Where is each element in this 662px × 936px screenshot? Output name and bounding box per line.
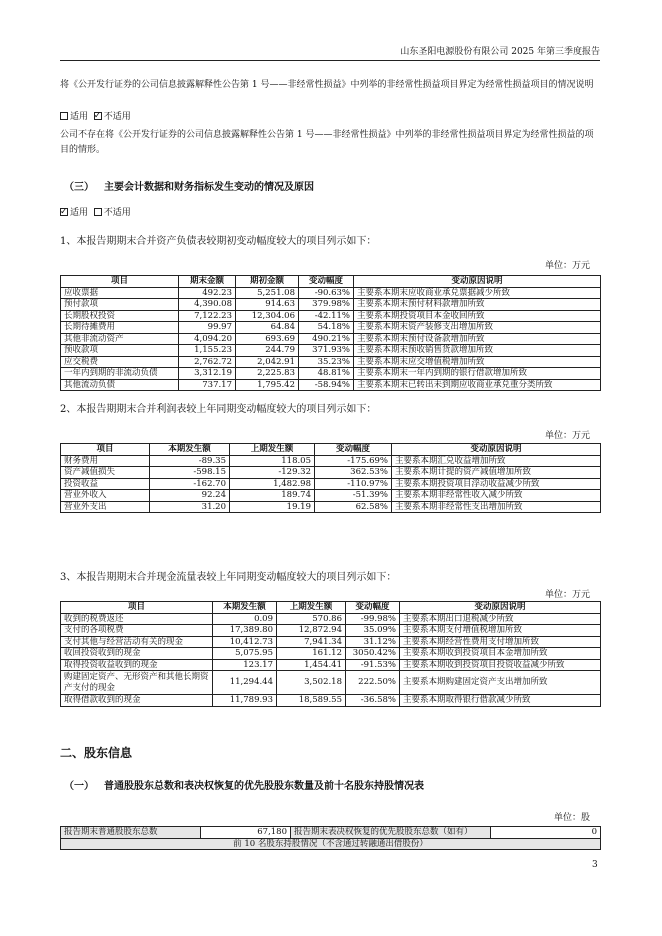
checkbox-checked-icon [94,112,102,120]
row-label: 收回投资收到的现金 [61,648,213,660]
section-number: （三） [64,182,94,193]
value-cell: 3,502.18 [277,671,346,695]
reason-cell: 主要系本期非经常性支出增加所致 [392,501,601,513]
value-cell: 12,304.06 [236,310,299,322]
row-label: 一年内到期的非流动负债 [61,368,179,380]
reason-cell: 主要系本期投资项目浮动收益减少所致 [392,478,601,490]
row-label: 营业外支出 [61,501,150,513]
section-title: 主要会计数据和财务指标发生变动的情况及原因 [104,182,314,193]
label-common-holders: 报告期末普通股股东总数 [61,827,201,839]
value-cell: 11,294.44 [213,671,277,695]
col-header: 本期发生额 [150,444,230,456]
balance-unit: 单位：万元 [544,261,590,271]
table-row [61,287,601,299]
balance-table [60,275,601,391]
table-row [61,379,601,391]
header-divider [60,60,600,61]
col-header: 变动原因说明 [392,444,601,456]
value-cell: 4,390.08 [179,299,236,311]
shareholders-table [60,826,601,850]
reason-cell: 主要系本期末预付设备款增加所致 [354,333,601,345]
value-cell: 3,312.19 [179,368,236,380]
value-cell: 371.93% [299,345,354,357]
reason-cell: 主要系本期末资产装修支出增加所致 [354,322,601,334]
table-row [61,333,601,345]
section-heading-3 [64,178,314,193]
value-cell: 19.19 [230,501,315,513]
col-header: 期初金额 [236,276,299,288]
col-header: 项目 [61,276,179,288]
reason-cell: 主要系本期收到投资项目投资收益减少所致 [400,659,601,671]
value-cell: 914.63 [236,299,299,311]
value-cell: 7,122.23 [179,310,236,322]
table-row [61,322,601,334]
table-row [61,490,601,502]
row-label: 收到的税费返还 [61,613,213,625]
value-cell: 2,762.72 [179,356,236,368]
value-cell: -89.35 [150,455,230,467]
intro-paragraph-1: 将《公开发行证券的公司信息披露解释性公告第 1 号——非经常性损益》中列举的非经常性损益项目界定为经常性损益项目的情况说明 [60,80,594,90]
reason-cell: 主要系本期末预付材料款增加所致 [354,299,601,311]
value-cell: 362.53% [315,467,392,479]
col-header: 项目 [61,602,213,614]
value-cell: -90.63% [299,287,354,299]
row-label: 取得借款收到的现金 [61,695,213,707]
row-label: 预付款项 [61,299,179,311]
value-cell: 2,042.91 [236,356,299,368]
reason-cell: 主要系本期末已转出未到期应收商业承兑重分类所致 [354,379,601,391]
shareholders-heading [64,777,424,792]
value-cell: -175.69% [315,455,392,467]
value-cell: 161.12 [277,648,346,660]
value-cell: 492.23 [179,287,236,299]
table-row [61,636,601,648]
option-not-applicable: 不适用 [103,112,131,122]
section-number: （一） [64,781,94,792]
table-row [61,299,601,311]
income-table [60,443,601,513]
top10-heading: 前 10 名股东持股情况（不含通过转融通出借股份） [61,838,601,850]
table-row [61,827,601,839]
col-header: 上期发生额 [230,444,315,456]
table-row [61,695,601,707]
income-caption: 2、本报告期期末合并利润表较上年同期变动幅度较大的项目列示如下： [60,404,377,415]
reason-cell: 主要系本期经营性费用支付增加所致 [400,636,601,648]
value-cell: 123.17 [213,659,277,671]
reason-cell: 主要系本期非经常性收入减少所致 [392,490,601,502]
table-header-row [61,444,601,456]
row-label: 营业外收入 [61,490,150,502]
value-cell: 92.24 [150,490,230,502]
checkbox-empty-icon [94,208,102,216]
option-not-applicable: 不适用 [103,208,131,218]
table-header-row [61,602,601,614]
value-cell: 3050.42% [346,648,400,660]
value-cell: -99.98% [346,613,400,625]
table-row [61,356,601,368]
part2-heading: 二、股东信息 [60,746,133,760]
row-label: 投资收益 [61,478,150,490]
value-cell: -91.53% [346,659,400,671]
table-row [61,501,601,513]
row-label: 财务费用 [61,455,150,467]
table-row [61,345,601,357]
value-cell: 12,872.94 [277,625,346,637]
value-cell: 64.84 [236,322,299,334]
value-cell: 62.58% [315,501,392,513]
table-row [61,368,601,380]
row-label: 支付其他与经营活动有关的现金 [61,636,213,648]
row-label: 长期股权投资 [61,310,179,322]
balance-caption: 1、本报告期期末合并资产负债表较期初变动幅度较大的项目列示如下： [60,236,377,247]
reason-cell: 主要系本期末一年内到期的银行借款增加所致 [354,368,601,380]
reason-cell: 主要系本期支付增值税增加所致 [400,625,601,637]
value-cell: -598.15 [150,467,230,479]
col-header: 项目 [61,444,150,456]
row-label: 应收票据 [61,287,179,299]
col-header: 上期发生额 [277,602,346,614]
label-preferred-holders: 报告期末表决权恢复的优先股股东总数（如有） [291,827,491,839]
value-common-holders: 67,180 [201,827,291,839]
col-header: 变动原因说明 [354,276,601,288]
value-cell: -110.97% [315,478,392,490]
value-cell: 1,454.41 [277,659,346,671]
row-label: 应交税费 [61,356,179,368]
value-cell: -162.70 [150,478,230,490]
report-header-title: 山东圣阳电源股份有限公司 2025 年第三季度报告 [400,47,600,57]
table-row [61,659,601,671]
table-row [61,310,601,322]
page-number: 3 [592,860,598,870]
intro-paragraph-2: 公司不存在将《公开发行证券的公司信息披露解释性公告第 1 号——非经常性损益》中列举的非经常性损益项目界定为经常性损益的项目的情形。 [60,130,594,155]
value-cell: 490.21% [299,333,354,345]
value-cell: 1,482.98 [230,478,315,490]
value-cell: 244.79 [236,345,299,357]
value-cell: -51.39% [315,490,392,502]
col-header: 变动原因说明 [400,602,601,614]
value-cell: 5,251.08 [236,287,299,299]
table-row [61,625,601,637]
table-header-row [61,276,601,288]
col-header: 期末金额 [179,276,236,288]
value-cell: -36.58% [346,695,400,707]
value-cell: 35.09% [346,625,400,637]
reason-cell: 主要系本期末应交增值税增加所致 [354,356,601,368]
value-cell: 118.05 [230,455,315,467]
col-header: 本期发生额 [213,602,277,614]
value-cell: 693.69 [236,333,299,345]
value-cell: 379.98% [299,299,354,311]
option-applicable: 适用 [70,112,89,122]
table-row [61,478,601,490]
value-cell: 7,941.34 [277,636,346,648]
option-applicable: 适用 [70,208,89,218]
col-header: 变动幅度 [299,276,354,288]
row-label: 长期待摊费用 [61,322,179,334]
table-row [61,613,601,625]
value-cell: 5,075.95 [213,648,277,660]
value-cell: 2,225.83 [236,368,299,380]
row-label: 取得投资收益收到的现金 [61,659,213,671]
reason-cell: 主要系本期计提的资产减值增加所致 [392,467,601,479]
table-row [61,455,601,467]
row-label: 购建固定资产、无形资产和其他长期资产支付的现金 [61,671,213,695]
value-cell: 1,795.42 [236,379,299,391]
value-cell: 54.18% [299,322,354,334]
cashflow-unit: 单位：万元 [544,590,590,600]
value-cell: -129.32 [230,467,315,479]
value-cell: -58.94% [299,379,354,391]
value-cell: -42.11% [299,310,354,322]
shareholders-unit: 单位：股 [553,813,590,823]
row-label: 其他流动负债 [61,379,179,391]
reason-cell: 主要系本期出口退税减少所致 [400,613,601,625]
value-cell: 222.50% [346,671,400,695]
section-title: 普通股股东总数和表决权恢复的优先股股东数量及前十名股东持股情况表 [104,781,424,792]
value-cell: 11,789.93 [213,695,277,707]
value-cell: 570.86 [277,613,346,625]
value-cell: 1,155.23 [179,345,236,357]
reason-cell: 主要系本期投资项目本金收回所致 [354,310,601,322]
checkbox-empty-icon [60,112,68,120]
row-label: 其他非流动资产 [61,333,179,345]
value-cell: 99.97 [179,322,236,334]
col-header: 变动幅度 [346,602,400,614]
value-cell: 35.23% [299,356,354,368]
reason-cell: 主要系本期汇兑收益增加所致 [392,455,601,467]
reason-cell: 主要系本期取得银行借款减少所致 [400,695,601,707]
value-cell: 737.17 [179,379,236,391]
reason-cell: 主要系本期末应收商业承兑票据减少所致 [354,287,601,299]
value-cell: 10,412.73 [213,636,277,648]
cashflow-caption: 3、本报告期期末合并现金流量表较上年同期变动幅度较大的项目列示如下： [60,572,397,583]
value-cell: 4,094.20 [179,333,236,345]
row-label: 资产减值损失 [61,467,150,479]
cashflow-table [60,601,601,707]
reason-cell: 主要系本期购建固定资产支出增加所致 [400,671,601,695]
table-row [61,467,601,479]
row-label: 预收款项 [61,345,179,357]
checkbox-checked-icon [60,208,68,216]
value-cell: 0.09 [213,613,277,625]
table-row [61,671,601,695]
row-label: 支付的各项税费 [61,625,213,637]
value-cell: 31.12% [346,636,400,648]
value-cell: 18,589.55 [277,695,346,707]
table-row [61,838,601,850]
value-cell: 31.20 [150,501,230,513]
section3-options [60,206,600,221]
table-row [61,648,601,660]
value-preferred-holders: 0 [491,827,601,839]
value-cell: 189.74 [230,490,315,502]
col-header: 变动幅度 [315,444,392,456]
reason-cell: 主要系本期收到投资项目本金增加所致 [400,648,601,660]
income-unit: 单位：万元 [544,431,590,441]
reason-cell: 主要系本期末预收销售货款增加所致 [354,345,601,357]
value-cell: 17,389.80 [213,625,277,637]
value-cell: 48.81% [299,368,354,380]
intro-options [60,110,600,125]
